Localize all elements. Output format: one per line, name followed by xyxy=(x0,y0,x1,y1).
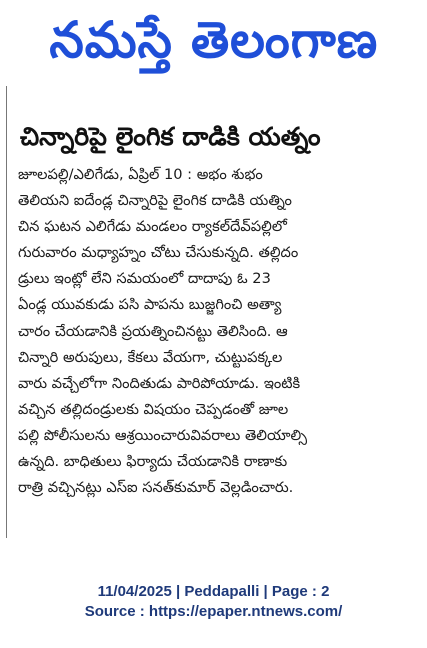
article-line: చిన్నారి అరుపులు, కేకలు వేయగా, చుట్టుపక్కల xyxy=(18,348,283,366)
article-line: గురువారం మధ్యాహ్నం చోటు చేసుకున్నది. తల్లిదం xyxy=(18,244,299,262)
article-body xyxy=(18,162,418,501)
footer-source-link[interactable]: Source : https://epaper.ntnews.com/ xyxy=(84,603,343,620)
article-line: పల్లి పోలీసులను ఆశ్రయించారువివరాలు తెలియాల్సి xyxy=(18,426,308,444)
masthead-title: నమస్తే తెలంగాణ xyxy=(49,11,378,69)
article-line: చారం చేయడానికి ప్రయత్నించినట్టు తెలిసింది. ఆ xyxy=(18,322,288,340)
article-line: జూలపల్లి/ఎలిగేడు, ఏప్రిల్ 10 : అభం శుభం xyxy=(18,166,263,183)
clip-divider xyxy=(6,86,7,538)
footer-date-line: 11/04/2025 | Peddapalli | Page : 2 xyxy=(97,583,330,600)
article-line: వారు వచ్చేలోగా నిందితుడు పారిపోయాడు. ఇంటికి xyxy=(18,374,301,392)
article-line: చిన ఘటన ఎలిగేడు మండలం ర్యాకల్‌దేవ్‌పల్లిలో xyxy=(18,218,287,236)
article-line: రాత్రి వచ్చినట్లు ఎస్ఐ సనత్‌కుమార్ వెల్లడించారు. xyxy=(18,479,294,497)
clip-footer xyxy=(0,582,427,622)
article-line: ఉన్నది. బాధితులు ఫిర్యాదు చేయడానికి రాణాకు xyxy=(18,453,288,471)
article-line: వచ్చిన తల్లిదండ్రులకు విషయం చెప్పడంతో జూల xyxy=(18,400,289,418)
article-line: ఏండ్ల యువకుడు పసి పాపను బుజ్జగించి అత్యా xyxy=(18,296,282,314)
article-line: డ్రులు ఇంట్లో లేని సమయంలో దాదాపు ఓ 23 xyxy=(18,270,271,288)
article-headline: చిన్నారిపై లైంగిక దాడికి యత్నం xyxy=(20,122,321,151)
clip-top-fragment xyxy=(30,88,330,100)
article-line: తెలియని ఐదేండ్ల చిన్నారిపై లైంగిక దాడికి యత్నిం xyxy=(18,192,292,210)
newspaper-masthead xyxy=(8,4,419,76)
